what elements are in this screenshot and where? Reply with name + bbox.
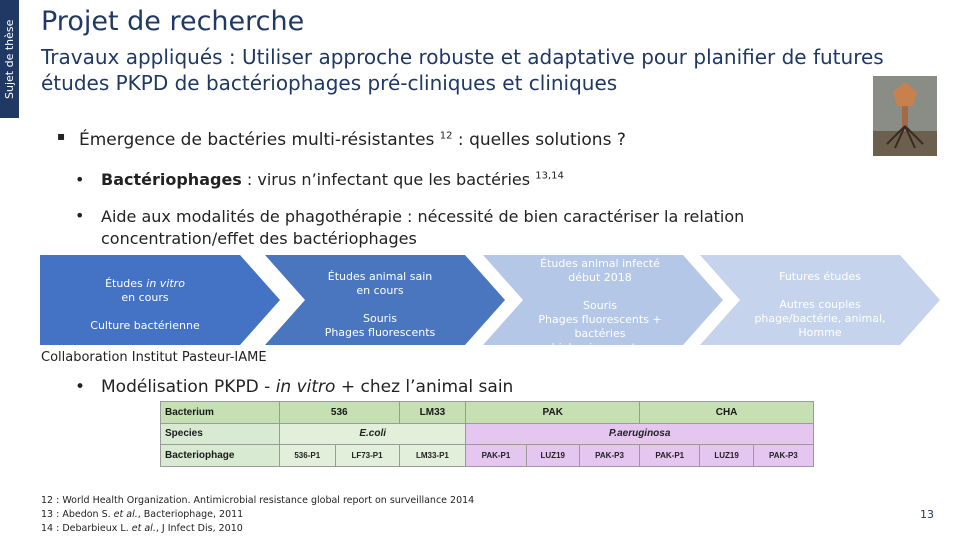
cell-bacterium-pak: PAK — [466, 402, 640, 424]
cell-phage: PAK-P1 — [640, 445, 700, 467]
dot-bullet-icon: • — [75, 206, 85, 225]
cell-bacterium-536: 536 — [280, 402, 400, 424]
slide-subtitle: Travaux appliqués : Utiliser approche robuste et adaptative pour planifier de futures études PKPD de bactériophages pré-cliniques et cliniques — [41, 45, 884, 95]
cell-phage: PAK-P3 — [753, 445, 813, 467]
step2-label: Études animal sain en cours Souris Phages fluorescents — [324, 270, 436, 339]
square-bullet-icon: ▪ — [57, 129, 66, 143]
row-label-bacterium: Bacterium — [161, 402, 280, 424]
cell-bacterium-cha: CHA — [640, 402, 814, 424]
cell-phage: PAK-P1 — [466, 445, 526, 467]
references — [41, 494, 474, 536]
slide-title: Projet de recherche — [41, 6, 305, 37]
reference-14: 14 : Debarbieux L. et al., J Infect Dis, 2010 — [41, 523, 243, 534]
bacteriophage-image — [873, 76, 937, 156]
cell-phage: 536-P1 — [280, 445, 336, 467]
cell-phage: LF73-P1 — [335, 445, 399, 467]
reference-12: 12 : World Health Organization. Antimicrobial resistance global report on surveillance 2014 — [41, 495, 475, 506]
collaboration-label: Collaboration Institut Pasteur-IAME — [41, 350, 267, 365]
cell-phage: LUZ19 — [526, 445, 579, 467]
reference-13: 13 : Abedon S. et al., Bacteriophage, 2011 — [41, 509, 244, 520]
cell-phage: PAK-P3 — [579, 445, 639, 467]
cell-phage: LUZ19 — [700, 445, 753, 467]
cell-bacterium-lm33: LM33 — [399, 402, 466, 424]
row-label-bacteriophage: Bacteriophage — [161, 445, 280, 467]
cell-species-paeruginosa: P.aeruginosa — [466, 423, 814, 445]
dot-bullet-icon: • — [75, 377, 86, 397]
row-label-species: Species — [161, 423, 280, 445]
cell-phage: LM33-P1 — [399, 445, 466, 467]
step4-label: Futures études Autres couples phage/bactérie, animal, Homme — [754, 270, 886, 339]
step1-label: Études in vitro en cours Culture bactérienne — [90, 277, 200, 332]
sidebar-band — [0, 0, 19, 118]
sidebar-label: Sujet de thèse — [3, 19, 16, 99]
page-number: 13 — [920, 508, 934, 521]
dot-bullet-icon: • — [75, 170, 85, 189]
cell-species-ecoli: E.coli — [280, 423, 466, 445]
phage-table — [160, 401, 814, 467]
step3-label: Études animal infecté début 2018 Souris Phages fluorescents + bactéries bioluminescentes — [538, 257, 662, 354]
